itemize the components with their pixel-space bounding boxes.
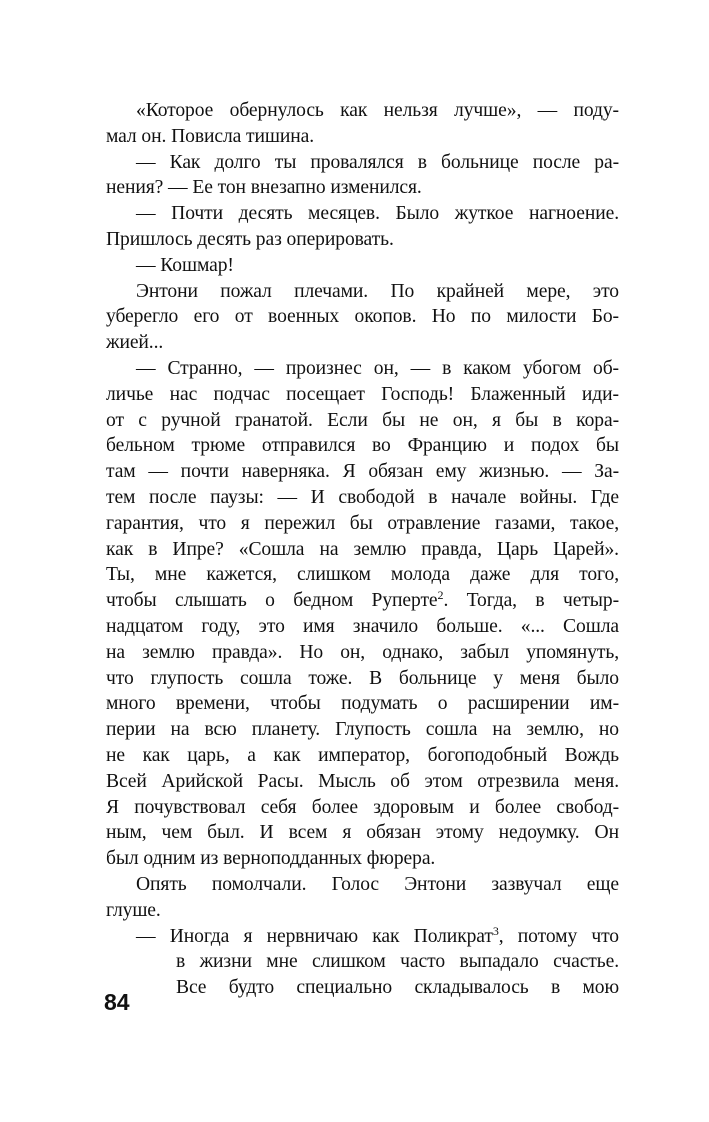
text-line-content: от с ручной гранатой. Если бы не он, я бы в кора- [106,409,619,431]
text-line-content: мал он. Повисла тишина. [106,125,315,147]
text-line [106,743,619,769]
text-line-content: тем после паузы: — И свободой в начале войны. Где [106,486,619,508]
text-line-content: — Странно, — произнес он, — в каком убогом об- [136,357,619,379]
text-line-content: — Как долго ты провалялся в больнице после ра- [136,151,619,173]
body-text [106,98,619,1001]
text-line [106,898,619,924]
text-line [106,562,619,588]
footnote-marker: 3 [492,923,499,938]
text-line [106,253,619,279]
text-line-content: был одним из верноподданных фюрера. [106,848,436,870]
text-line-content: Пришлось десять раз оперировать. [106,228,394,250]
text-line-tail: , потому что [498,925,620,947]
text-line [106,820,619,846]
text-line [106,408,619,434]
text-line-content: там — почти наверняка. Я обязан ему жизнью. — За- [106,461,619,483]
text-line [106,872,619,898]
text-line-content: Ты, мне кажется, слишком молода даже для того, [106,564,619,586]
text-line [106,949,619,975]
text-line-content: чтобы слышать о бедном Руперте [106,590,438,612]
text-line-content: Энтони пожал плечами. По крайней мере, это [136,280,619,302]
text-line [106,924,619,950]
text-line [106,691,619,717]
text-line [106,175,619,201]
text-line-content: бельном трюме отправился во Францию и подох бы [106,435,619,457]
text-line [106,201,619,227]
text-line-content: Все будто специально складывалось в мою [176,977,619,999]
text-line-content: — Почти десять месяцев. Было жуткое нагноение. [136,203,619,225]
text-line [106,356,619,382]
text-line [106,459,619,485]
text-line-content: — Иногда я нервничаю как Поликрат [136,925,493,947]
text-line [106,279,619,305]
text-line [106,304,619,330]
text-line [106,975,619,1001]
text-line-content: «Которое обернулось как нельзя лучше», — поду- [136,100,619,121]
text-line [106,511,619,537]
text-line-content: много времени, чтобы подумать о расширении им- [106,693,619,715]
text-line-content: нения? — Ее тон внезапно изменился. [106,177,422,199]
page-number: 84 [104,989,130,1015]
text-line-content: — Кошмар! [136,254,234,276]
text-line-content: перии на всю планету. Глупость сошла на землю, но [106,719,619,741]
text-line [106,150,619,176]
text-line-content: глуше. [106,899,161,921]
text-line [106,330,619,356]
text-line-content: ным, чем был. И всем я обязан этому недоумку. Он [106,822,619,844]
text-line-content: что глупость сошла тоже. В больнице у меня было [106,667,619,689]
text-line [106,666,619,692]
text-line-content: гарантия, что я пережил бы отравление газами, такое, [106,512,619,534]
text-line [106,382,619,408]
text-line [106,124,619,150]
text-line-content: в жизни мне слишком часто выпадало счастье. [176,951,619,973]
text-line-content: на землю правда». Но он, однако, забыл упомянуть, [106,641,619,663]
text-line [106,769,619,795]
text-line [106,795,619,821]
text-line [106,98,619,124]
text-line-content: Опять помолчали. Голос Энтони зазвучал еще [136,873,619,895]
text-line [106,433,619,459]
text-line-content: Всей Арийской Расы. Мысль об этом отрезвила меня. [106,770,619,792]
text-line-tail: . Тогда, в четыр- [443,590,619,612]
text-line [106,227,619,253]
text-line [106,846,619,872]
text-line-content: как в Ипре? «Сошла на землю правда, Царь Царей». [106,538,619,560]
text-line-content: не как царь, а как император, богоподобный Вождь [106,744,619,766]
text-line-content: личье нас подчас посещает Господь! Блаженный иди- [106,383,619,405]
text-line-content: Я почувствовал себя более здоровым и более свобод- [106,796,619,818]
text-line [106,588,619,614]
text-line [106,717,619,743]
text-line-content: жией... [106,332,164,354]
text-line [106,640,619,666]
text-line-content: надцатом году, это имя значило больше. «... Сошла [106,615,619,637]
text-line [106,537,619,563]
text-line [106,485,619,511]
text-line-content: уберегло его от военных окопов. Но по милости Бо- [106,306,619,328]
footnote-marker: 2 [437,588,444,603]
text-line [106,614,619,640]
